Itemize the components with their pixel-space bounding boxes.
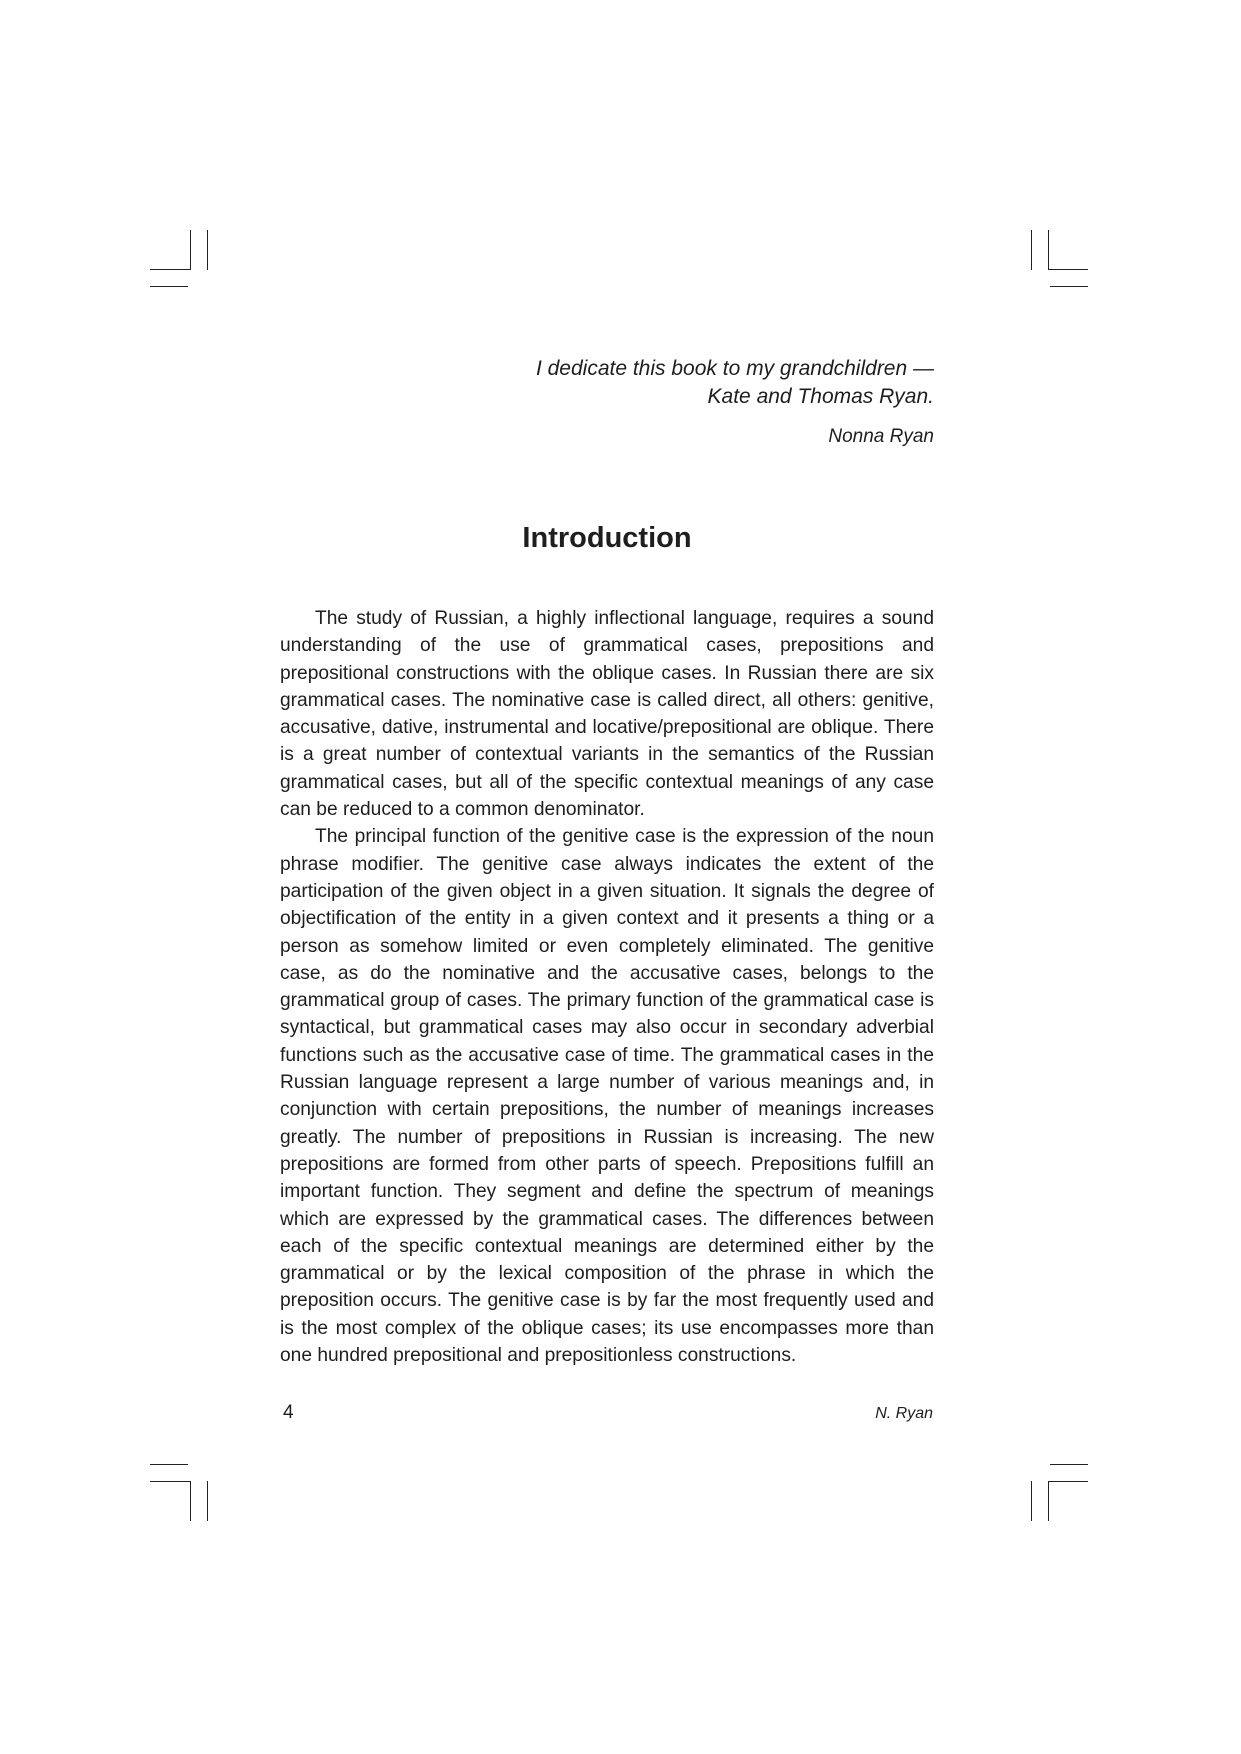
running-author: N. Ryan: [875, 1405, 933, 1422]
dedication-line: Kate and Thomas Ryan.: [707, 385, 934, 408]
paragraph: The principal function of the genitive case is the expression of the noun phrase modifier. The genitive case always indicates the extent of the participation of the given object in a given situation. It signals the degree of objectification of the entity in a given context and it presents a thing or a person as somehow limited or even completely eliminated. The genitive case, as do the nominative and the accusative cases, belongs to the grammatical group of cases. The primary function of the grammatical case is syntactical, but grammatical cases may also occur in secondary adverbial functions such as the accusative case of time. The grammatical cases in the Russian language represent a large number of various meanings and, in conjunction with certain prepositions, the number of meanings increases greatly. The number of prepositions in Russian is increasing. The new prepositions are formed from other parts of speech. Prepositions fulfill an important function. They segment and define the spectrum of meanings which are expressed by the grammatical cases. The differences between each of the specific contextual meanings are determined either by the grammatical or by the lexical composition of the phrase in which the preposition occurs. The genitive case is by far the most frequently used and is the most complex of the oblique cases; its use encompasses more than one hundred prepositional and prepositionless constructions.: [280, 826, 934, 1367]
crop-mark: [1048, 230, 1049, 270]
page-number: 4: [283, 1402, 294, 1423]
crop-mark: [190, 1481, 191, 1521]
paragraph: The study of Russian, a highly inflectional language, requires a sound understanding of the use of grammatical cases, prepositions and prepositional constructions with the oblique cases. In Russian there are six grammatical cases. The nominative case is called direct, all others: genitive, accusative, dative, instrumental and locative/prepositional are oblique. There is a great number of contextual variants in the semantics of the Russian grammatical cases, but all of the specific contextual meanings of any case can be reduced to a common denominator.: [280, 608, 934, 821]
crop-mark: [1050, 1464, 1088, 1465]
dedication-line: I dedicate this book to my grandchildren —: [535, 357, 934, 380]
page-footer: [283, 1402, 933, 1424]
crop-mark: [1031, 1481, 1032, 1521]
crop-mark: [150, 269, 190, 270]
crop-mark: [1031, 230, 1032, 270]
crop-mark: [207, 1481, 208, 1521]
dedication-signature: Nonna Ryan: [828, 426, 934, 447]
crop-mark: [150, 286, 188, 287]
body-text: [280, 605, 934, 1369]
crop-mark: [150, 1464, 188, 1465]
dedication: [380, 355, 934, 451]
crop-mark: [207, 230, 208, 270]
crop-mark: [1048, 269, 1088, 270]
crop-mark: [190, 230, 191, 270]
crop-mark: [1050, 286, 1088, 287]
crop-mark: [1048, 1481, 1088, 1482]
crop-mark: [1048, 1481, 1049, 1521]
crop-mark: [150, 1481, 190, 1482]
chapter-heading: Introduction: [522, 522, 692, 554]
